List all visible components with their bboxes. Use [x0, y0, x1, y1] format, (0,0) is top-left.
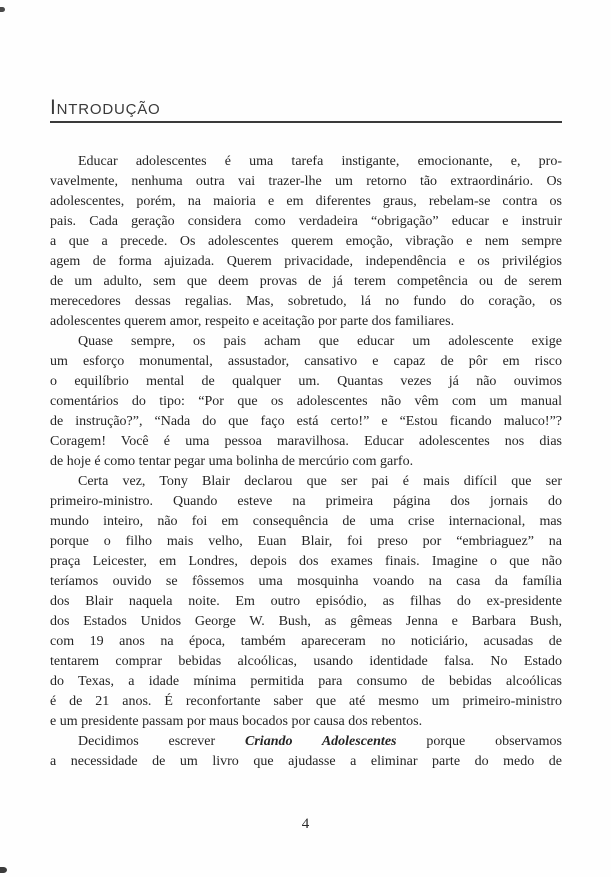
text-run: dos Estados Unidos George W. Bush, as gêmeas Jenna e Barbara Bush, — [50, 614, 562, 629]
text-line — [50, 472, 562, 492]
scan-speck-bottom-left — [0, 867, 7, 873]
text-run: Quase sempre, os pais acham que educar um adolescente exige — [78, 334, 562, 349]
scan-speck-top-left — [0, 7, 5, 12]
text-line — [50, 652, 562, 672]
text-line — [50, 152, 562, 172]
text-run: adolescentes querem amor, respeito e aceitação por parte dos familiares. — [50, 314, 455, 329]
text-run: primeiro-ministro. Quando esteve na primeira página dos jornais do — [50, 494, 562, 509]
text-line — [50, 352, 562, 372]
text-line — [50, 432, 562, 452]
text-line — [50, 452, 562, 472]
paragraph — [50, 152, 562, 332]
text-line — [50, 312, 562, 332]
text-line — [50, 512, 562, 532]
text-run: pais. Cada geração considera como verdadeira “obrigação” educar e instruir — [50, 214, 562, 229]
page-footer — [0, 814, 611, 834]
text-line — [50, 572, 562, 592]
text-line — [50, 392, 562, 412]
book-title-emphasis: Criando Adolescentes — [245, 734, 397, 749]
text-run: um esforço monumental, assustador, cansativo e capaz de pôr em risco — [50, 354, 562, 369]
text-line — [50, 592, 562, 612]
text-line — [50, 212, 562, 232]
text-line — [50, 332, 562, 352]
text-run: é de 21 anos. É reconfortante saber que até mesmo um primeiro-ministro — [50, 694, 562, 709]
text-line — [50, 752, 562, 772]
text-run: tentarem comprar bebidas alcoólicas, usando identidade falsa. No Estado — [50, 654, 562, 669]
paragraph — [50, 732, 562, 772]
text-run: merecedores dessas regalias. Mas, sobretudo, lá no fundo do coração, os — [50, 294, 562, 309]
text-run: e um presidente passam por maus bocados por causa dos rebentos. — [50, 714, 423, 729]
text-run: de hoje é como tentar pegar uma bolinha de mercúrio com garfo. — [50, 454, 414, 469]
text-line — [50, 552, 562, 572]
text-line — [50, 292, 562, 312]
text-line — [50, 672, 562, 692]
text-line — [50, 712, 562, 732]
text-run: Certa vez, Tony Blair declarou que ser pai é mais difícil que ser — [78, 474, 562, 489]
page-number: 4 — [301, 816, 310, 832]
text-run: Decidimos escrever — [78, 734, 246, 749]
text-run: do Texas, a idade mínima permitida para consumo de bebidas alcoólicas — [50, 674, 562, 689]
text-run: a que a precede. Os adolescentes querem emoção, vibração e nem sempre — [50, 234, 562, 249]
text-line — [50, 372, 562, 392]
text-run: agem de forma ajuizada. Querem privacidade, independência e os privilégios — [50, 254, 562, 269]
text-run: o equilíbrio mental de qualquer um. Quantas vezes já não ouvimos — [50, 374, 562, 389]
text-line — [50, 492, 562, 512]
text-line — [50, 192, 562, 212]
text-run: de um adulto, sem que deem provas de já terem competência ou de serem — [50, 274, 562, 289]
title-rule — [50, 121, 562, 123]
paragraph — [50, 472, 562, 732]
text-run: comentários do tipo: “Por que os adolescentes não vêm com um manual — [50, 394, 562, 409]
text-line — [50, 272, 562, 292]
text-run: porque o filho mais velho, Euan Blair, foi preso por “embriaguez” na — [50, 534, 562, 549]
text-run: porque observamos — [396, 734, 562, 749]
text-line — [50, 692, 562, 712]
text-run: mundo inteiro, não foi em consequência de uma crise internacional, mas — [50, 514, 562, 529]
text-run: Coragem! Você é uma pessoa maravilhosa. Educar adolescentes nos dias — [50, 434, 562, 449]
text-line — [50, 232, 562, 252]
text-line — [50, 612, 562, 632]
paragraph — [50, 332, 562, 472]
text-run: Educar adolescentes é uma tarefa instigante, emocionante, e, pro- — [78, 154, 562, 169]
text-run: a necessidade de um livro que ajudasse a eliminar parte do medo de — [50, 754, 562, 769]
text-run: teríamos ouvido se fôssemos uma mosquinha voando na casa da família — [50, 574, 562, 589]
text-line — [50, 632, 562, 652]
text-run: de instrução?”, “Nada do que faço está certo!” e “Estou ficando maluco!”? — [50, 414, 562, 429]
text-run: com 19 anos na época, também apareceram no noticiário, acusadas de — [50, 634, 562, 649]
chapter-title: Introdução — [50, 96, 161, 119]
text-run: adolescentes, porém, na maioria e em diferentes graus, rebelam-se contra os — [50, 194, 562, 209]
text-body — [50, 152, 562, 772]
text-line — [50, 732, 562, 752]
text-line — [50, 412, 562, 432]
chapter-header — [50, 97, 562, 123]
text-run: praça Leicester, em Londres, depois dos exames finais. Imagine o que não — [50, 554, 562, 569]
text-line — [50, 532, 562, 552]
text-line — [50, 252, 562, 272]
text-run: vavelmente, nenhuma outra vai trazer-lhe um retorno tão extraordinário. Os — [50, 174, 562, 189]
text-run: dos Blair naquela noite. Em outro episódio, as filhas do ex-presidente — [50, 594, 562, 609]
text-line — [50, 172, 562, 192]
